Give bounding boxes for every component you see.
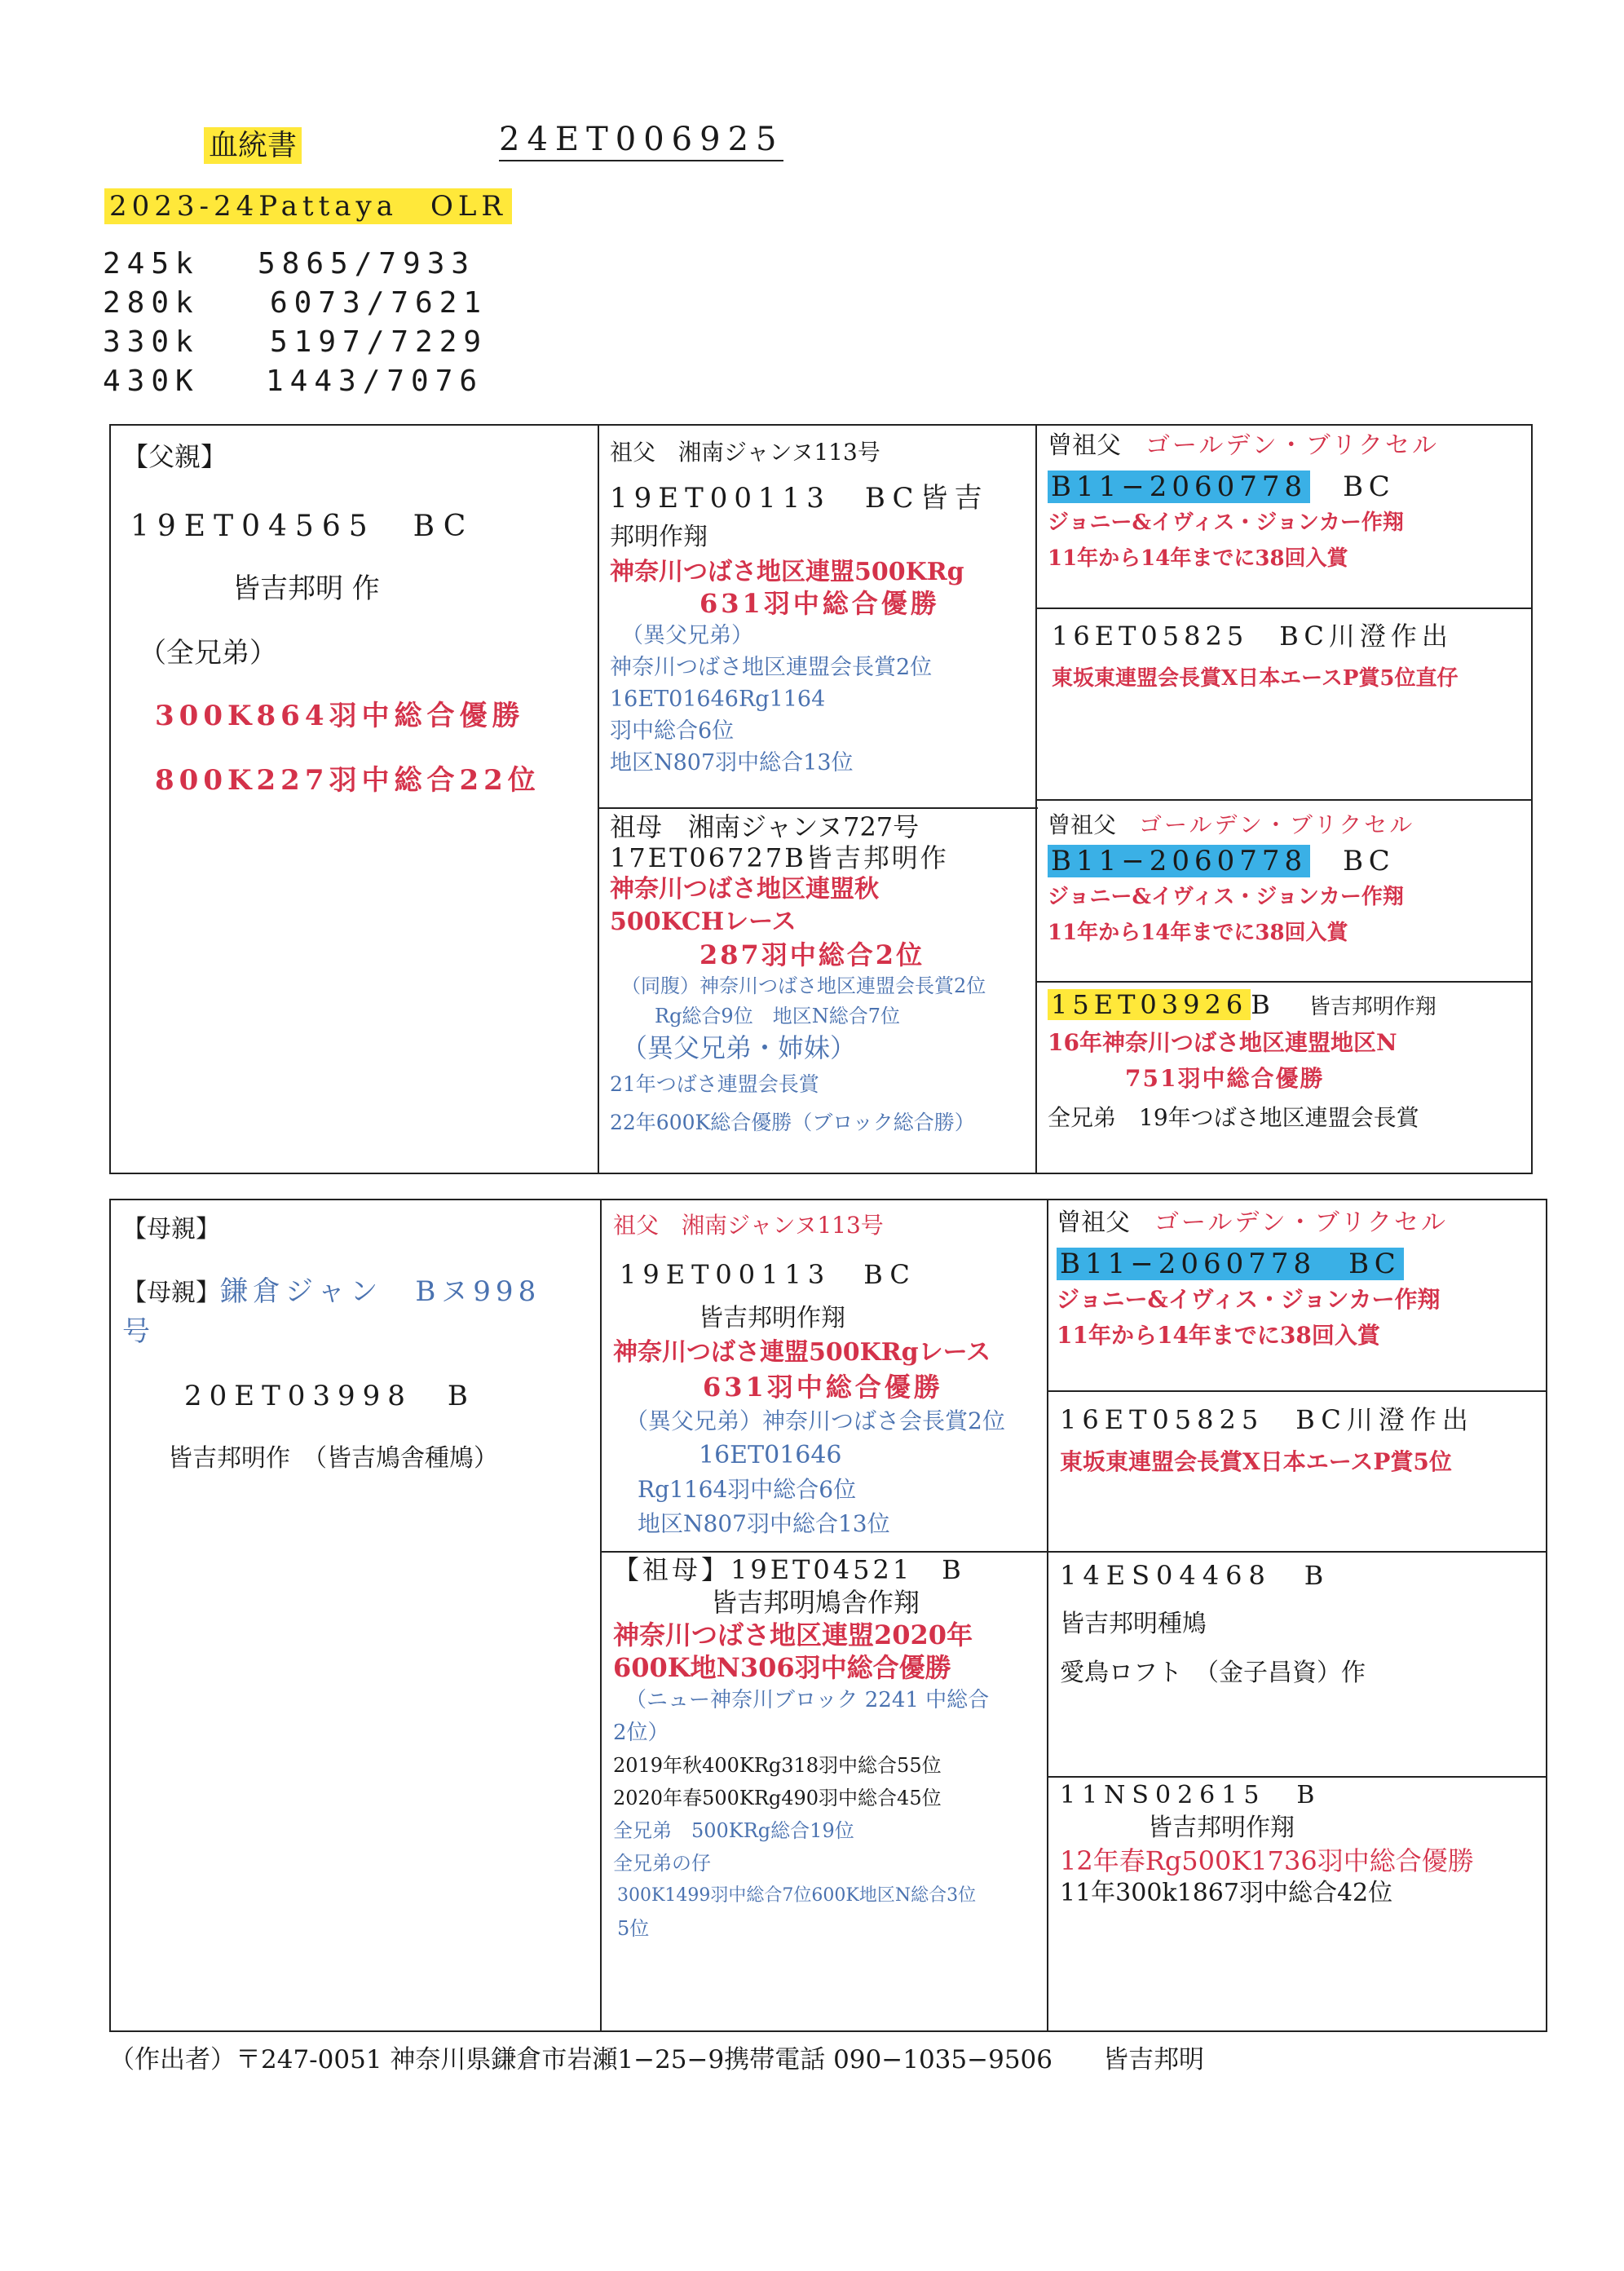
ggs-ring: B11−2060778 BC [1057, 1248, 1404, 1280]
divider [1047, 1199, 1048, 2032]
divider [600, 1199, 602, 2032]
ggs-ring: B11−2060778 [1048, 471, 1310, 503]
divider [1047, 1776, 1547, 1778]
achievement-line: 751羽中総合優勝 [1125, 1065, 1325, 1092]
achievement-line: 500KCHレース [610, 908, 797, 936]
dam-granddam-father-cell [1060, 1557, 1366, 1691]
result-row: 330k 5197/7229 [103, 325, 488, 359]
note-line: 神奈川つばさ地区連盟会長賞2位 [610, 655, 933, 680]
bred-text: 皆吉邦明作翔 [1308, 995, 1436, 1019]
note-line: 2位） [613, 1721, 669, 1745]
dam-grandsire-cell [613, 1208, 1005, 1541]
note-line: 地区N807羽中総合13位 [638, 1510, 890, 1537]
footer-text: （作出者）〒247-0051 神奈川県鎌倉市岩瀬1−25−9携帯電話 090−1035−9506 皆吉邦明 [109, 2045, 1204, 2074]
achievement-line: 631羽中総合優勝 [703, 1372, 943, 1403]
achievement-line: 631羽中総合優勝 [699, 588, 940, 619]
note-line: 2020年春500KRg490羽中総合45位 [613, 1787, 942, 1809]
dam-cell [122, 1208, 541, 1473]
note-line: 16ET01646Rg1164 [610, 687, 826, 712]
divider [1047, 1390, 1547, 1392]
note-line: （異父兄弟） [621, 623, 753, 648]
sire-granddam-cell [610, 811, 986, 1138]
divider [1035, 981, 1533, 983]
note-line: Rg総合9位 地区N総合7位 [655, 1005, 900, 1027]
title-text: 血統書 [204, 127, 302, 164]
ggs-prefix: 曾祖父 [1048, 811, 1117, 838]
ggs-prefix: 曾祖父 [1048, 431, 1121, 460]
result-row: 245k 5865/7933 [103, 247, 476, 281]
achievement-line: ジョニー&イヴィス・ジョンカー作翔 [1057, 1286, 1441, 1313]
achievement-line: 11年から14年までに38回入賞 [1048, 546, 1348, 571]
divider [1035, 608, 1533, 609]
achievement-line: 東坂東連盟会長賞X日本エースP賞5位 [1060, 1448, 1452, 1475]
sire-breeder: 皆吉邦明 作 [232, 572, 380, 605]
note-line: （異父兄弟）神奈川つばさ会長賞2位 [625, 1407, 1005, 1434]
ggs-ring: 14ES04468 B [1060, 1560, 1331, 1591]
sire-cell [122, 436, 541, 798]
race-results [103, 245, 488, 401]
dam-great-grandsire-cell [1057, 1205, 1448, 1354]
ggs-name: ゴールデン・ブリクセル [1154, 1208, 1448, 1237]
race-name-text: 2023-24Pattaya OLR [104, 188, 512, 224]
dam-breeder: 皆吉邦明作 （皆吉鳩舎種鳩） [168, 1444, 498, 1473]
achievement-line: 神奈川つばさ地区連盟500KRg [610, 558, 964, 586]
dam-great-granddam-cell [1060, 1401, 1474, 1481]
dam-ring: 20ET03998 B [184, 1380, 475, 1412]
document-title [204, 122, 302, 164]
note-line: 2019年秋400KRg318羽中総合55位 [613, 1754, 942, 1777]
achievement-line: 東坂東連盟会長賞X日本エースP賞5位直仔 [1052, 666, 1459, 691]
divider [1047, 1551, 1547, 1553]
divider [598, 807, 1038, 809]
note-line: 21年つばさ連盟会長賞 [610, 1072, 819, 1096]
dam-granddam-mother-cell [1060, 1779, 1474, 1910]
note-line: 皆吉邦明種鳩 [1060, 1610, 1207, 1638]
result-row: 430K 1443/7076 [103, 365, 484, 398]
grandsire-bred: 皆吉邦明作翔 [699, 1304, 845, 1332]
ggd-ring: 16ET05825 BC川澄作出 [1060, 1404, 1474, 1435]
note-line: 16ET01646 [699, 1441, 842, 1469]
achievement-line: ジョニー&イヴィス・ジョンカー作翔 [1048, 510, 1404, 535]
granddam-title: 祖母 湘南ジャンヌ727号 [610, 811, 920, 842]
dam-name-cont: 号 [122, 1315, 150, 1348]
note-line: 全兄弟 500KRg総合19位 [613, 1819, 854, 1842]
sire-granddam-father-cell [1048, 807, 1414, 951]
granddam-title: 【祖母】19ET04521 B [613, 1554, 964, 1585]
achievement-line: 神奈川つばさ連盟500KRgレース [613, 1338, 991, 1367]
ggs-prefix: 曾祖父 [1057, 1208, 1130, 1237]
ggs-ring-suffix: BC [1343, 845, 1395, 877]
sire-achievement: 300K864羽中総合優勝 [155, 700, 525, 732]
achievement-line: 600K地N306羽中総合優勝 [613, 1652, 951, 1683]
note-line: （ニュー神奈川ブロック 2241 中総合 [625, 1688, 990, 1712]
sire-granddam-mother-cell [1048, 987, 1436, 1136]
sire-grandsire-cell [610, 436, 989, 779]
achievement-line: 16年神奈川つばさ地区連盟地区N [1048, 1029, 1397, 1056]
ggs-ring: B11−2060778 [1048, 845, 1310, 877]
note-line: 地区N807羽中総合13位 [610, 750, 854, 775]
ggs-ring-suffix: BC [1343, 471, 1395, 503]
note-line: 300K1499羽中総合7位600K地区N総合3位 [617, 1885, 977, 1906]
dam-granddam-cell [613, 1553, 989, 1945]
note-line: 全兄弟 19年つばさ地区連盟会長賞 [1048, 1104, 1419, 1131]
registration-number [499, 121, 783, 161]
note-line: 全兄弟の仔 [613, 1852, 711, 1875]
dam-name-label: 【母親】 [122, 1279, 220, 1307]
note-line: （同腹）神奈川つばさ地区連盟会長賞2位 [621, 974, 986, 997]
note-line: 愛鳥ロフト （金子昌資）作 [1060, 1659, 1366, 1687]
sire-achievement: 800K227羽中総合22位 [155, 764, 541, 797]
achievement-line: 神奈川つばさ地区連盟2020年 [613, 1619, 973, 1650]
ggd-ring: 16ET05825 BC川澄作出 [1052, 621, 1453, 652]
ring-highlight: 15ET03926 [1048, 989, 1251, 1020]
note-line: 11年300k1867羽中総合42位 [1060, 1879, 1393, 1907]
ggs-name: ゴールデン・ブリクセル [1139, 811, 1415, 838]
ggd-ring: 11NS02615 B [1060, 1781, 1322, 1809]
sire-label: 【父親】 [122, 441, 227, 472]
note-line: （異父兄弟・姉妹） [621, 1032, 857, 1063]
sire-great-grandsire-cell [1048, 428, 1439, 577]
bred-text: 皆吉邦明作翔 [1148, 1814, 1295, 1842]
note-line: Rg1164羽中総合6位 [638, 1476, 857, 1503]
note-line: 5位 [617, 1917, 650, 1940]
dam-name: 鎌倉ジャン Bヌ998 [220, 1275, 541, 1308]
grandsire-ring: 19ET00113 BC皆吉 [610, 482, 989, 515]
ggs-name: ゴールデン・ブリクセル [1145, 431, 1439, 460]
grandsire-bred: 邦明作翔 [610, 523, 708, 551]
achievement-line: 11年から14年までに38回入賞 [1057, 1322, 1380, 1349]
divider [598, 424, 599, 1174]
grandsire-title: 祖父 湘南ジャンヌ113号 [610, 439, 880, 466]
note-line: 22年600K総合優勝（ブロック総合勝） [610, 1111, 975, 1134]
achievement-line: ジョニー&イヴィス・ジョンカー作翔 [1048, 885, 1404, 909]
ring-suffix: B [1251, 989, 1270, 1020]
granddam-ring: 17ET06727B皆吉邦明作 [610, 842, 949, 873]
breeder-footer [109, 2039, 1204, 2075]
achievement-line: 11年から14年までに38回入賞 [1048, 921, 1348, 945]
granddam-bred: 皆吉邦明鳩舎作翔 [711, 1587, 920, 1618]
achievement-line: 神奈川つばさ地区連盟秋 [610, 875, 879, 904]
grandsire-ring: 19ET00113 BC [620, 1259, 916, 1290]
dam-label: 【母親】 [122, 1215, 220, 1244]
divider [600, 1551, 1048, 1553]
divider [1035, 799, 1533, 801]
race-name [104, 183, 512, 223]
sire-note: （全兄弟） [139, 637, 277, 669]
sire-great-granddam-cell [1052, 618, 1459, 696]
note-line: 羽中総合6位 [610, 718, 735, 744]
achievement-line: 12年春Rg500K1736羽中総合優勝 [1060, 1845, 1474, 1876]
result-row: 280k 6073/7621 [103, 286, 488, 320]
reg-number-text: 24ET006925 [499, 121, 784, 158]
grandsire-title: 祖父 湘南ジャンヌ113号 [613, 1212, 884, 1239]
achievement-line: 287羽中総合2位 [699, 939, 925, 970]
sire-ring: 19ET04565 BC [130, 510, 474, 543]
